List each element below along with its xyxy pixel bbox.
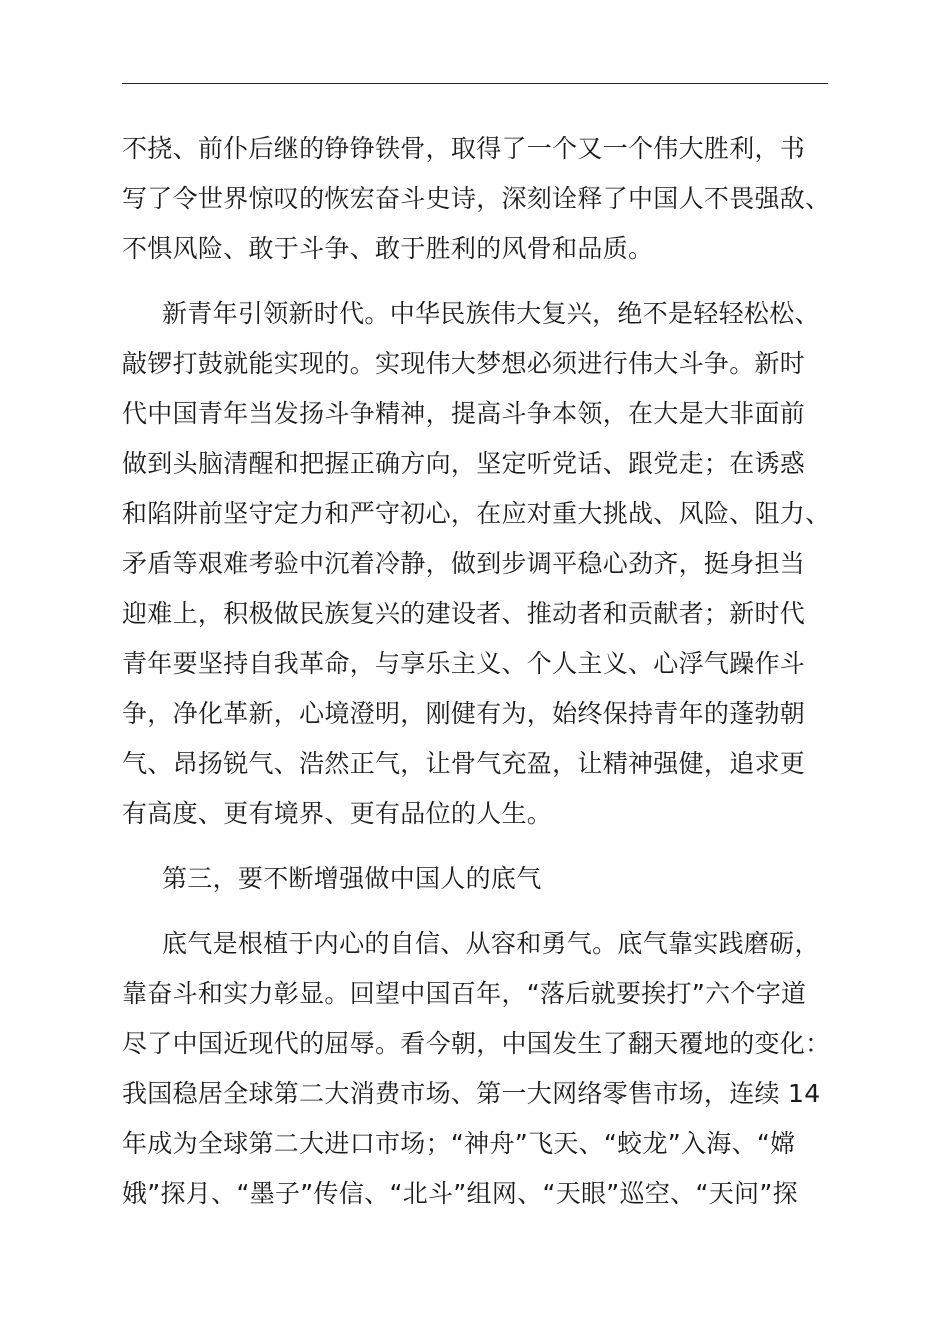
section-heading [122,854,828,904]
text-line: 靠奋斗和实力彰显。回望中国百年，“落后就要挨打”六个字道 [122,979,807,1008]
paragraph-confidence [122,919,831,1219]
text-line: 争，净化革新，心境澄明，刚健有为，始终保持青年的蓬勃朝 [122,699,806,728]
text-line: 年成为全球第二大进口市场；“神舟”飞天、“蛟龙”入海、“嫦 [122,1129,796,1158]
text-line: 迎难上，积极做民族复兴的建设者、推动者和贡献者；新时代 [122,599,806,628]
text-line: 青年要坚持自我革命，与享乐主义、个人主义、心浮气躁作斗 [122,649,806,678]
text-line: 有高度、更有境界、更有品位的人生。 [122,799,553,828]
text-line: 底气是根植于内心的自信、从容和勇气。底气靠实践磨砺， [162,929,820,958]
text-line: 做到头脑清醒和把握正确方向，坚定听党话、跟党走；在诱惑 [122,449,806,478]
text-line: 气、昂扬锐气、浩然正气，让骨气充盈，让精神强健，追求更 [122,749,806,778]
text-line: 代中国青年当发扬斗争精神，提高斗争本领，在大是大非面前 [122,399,806,428]
text-line: 我国稳居全球第二大消费市场、第一大网络零售市场，连续 14 [122,1079,821,1108]
text-line: 尽了中国近现代的屈辱。看今朝，中国发生了翻天覆地的变化： [122,1029,831,1058]
text-line: 新青年引领新时代。中华民族伟大复兴，绝不是轻轻松松、 [162,299,820,328]
text-line: 和陷阱前坚守定力和严守初心，在应对重大挑战、风险、阻力、 [122,499,831,528]
text-line: 不挠、前仆后继的铮铮铁骨，取得了一个又一个伟大胜利，书 [122,134,806,163]
document-body [122,124,831,1234]
text-line: 敲锣打鼓就能实现的。实现伟大梦想必须进行伟大斗争。新时 [122,349,806,378]
paragraph-continuation [122,124,831,274]
text-line: 不惧风险、敢于斗争、敢于胜利的风骨和品质。 [122,234,654,263]
text-line: 写了令世界惊叹的恢宏奋斗史诗，深刻诠释了中国人不畏强敌、 [122,184,831,213]
text-line: 娥”探月、“墨子”传信、“北斗”组网、“天眼”巡空、“天问”探 [122,1179,798,1208]
text-line: 矛盾等艰难考验中沉着冷静，做到步调平稳心劲齐，挺身担当 [122,549,806,578]
section-heading-text: 第三，要不断增强做中国人的底气 [162,864,542,893]
paragraph-new-youth [122,289,831,839]
header-rule [122,83,828,84]
